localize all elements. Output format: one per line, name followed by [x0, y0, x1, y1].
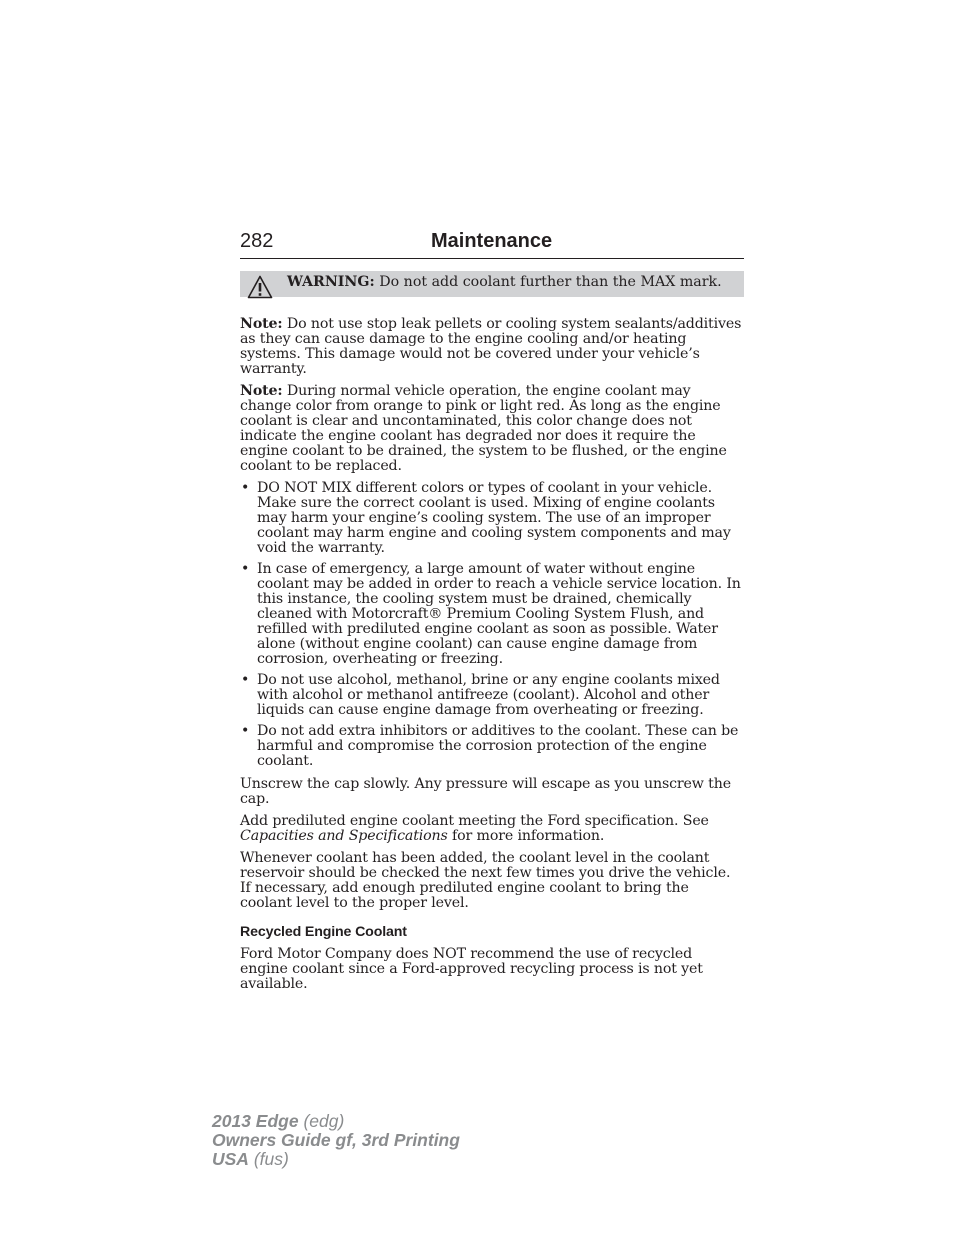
whenever-paragraph: Whenever coolant has been added, the coolant level in the coolant reservoir should be checked the next few times you drive the vehicle. If necessary, add enough prediluted engine coolant to bring the coolant level to the proper level. — [240, 850, 731, 911]
note-text: During normal vehicle operation, the engine coolant may change color from orange to pink or light red. As long as the engine coolant is clear and uncontaminated, this color change does not indicate the engine coolant has degraded nor does it require the engine coolant to be drained, the system to be flushed, or the engine coolant to be replaced. — [240, 383, 727, 474]
main-content — [240, 317, 744, 999]
footer-line-guide — [212, 1131, 460, 1150]
warning-triangle-icon — [247, 275, 273, 299]
capacities-reference-link[interactable]: Capacities and Specifications — [240, 828, 448, 844]
note-label: Note: — [240, 383, 283, 399]
bullet-list — [240, 481, 744, 769]
recycled-paragraph: Ford Motor Company does NOT recommend the use of recycled engine coolant since a Ford-approved recycling process is not yet available. — [240, 946, 703, 992]
footer-model: 2013 Edge — [212, 1111, 299, 1131]
footer-line-model — [212, 1112, 460, 1131]
page-number: 282 — [240, 230, 274, 252]
warning-box — [240, 271, 744, 297]
warning-text — [287, 274, 722, 290]
list-item: • Do not add extra inhibitors or additives to the coolant. These can be harmful and compromise the corrosion protection of the engine coolant. — [240, 724, 744, 769]
list-item: • In case of emergency, a large amount of water without engine coolant may be added in order to reach a vehicle service location. In this instance, the cooling system must be drained, chemically cleaned with Motorcraft® Premium Cooling System Flush, and refilled with prediluted engine coolant as soon as possible. Water alone (without engine coolant) can cause engine damage from corrosion, overheating or freezing. — [240, 562, 744, 667]
add-coolant-paragraph — [240, 814, 744, 844]
footer — [212, 1112, 460, 1169]
unscrew-paragraph: Unscrew the cap slowly. Any pressure will escape as you unscrew the cap. — [240, 776, 731, 807]
section-title: Maintenance — [431, 230, 553, 252]
note-paragraph — [240, 317, 744, 377]
list-item: • Do not use alcohol, methanol, brine or any engine coolants mixed with alcohol or methanol antifreeze (coolant). Alcohol and other liquids can cause engine damage from overheating or freezing. — [240, 673, 744, 718]
warning-label: WARNING: — [287, 274, 375, 290]
recycled-heading: Recycled Engine Coolant — [240, 924, 407, 940]
footer-line-market — [212, 1150, 460, 1169]
list-item: • DO NOT MIX different colors or types of coolant in your vehicle. Make sure the correct coolant is used. Mixing of engine coolants may harm your engine’s cooling system. The use of an improper coolant may harm engine and cooling system components and may void the warranty. — [240, 481, 744, 556]
note-label: Note: — [240, 316, 283, 332]
add-text-after: for more information. — [447, 828, 605, 844]
add-text-before: Add prediluted engine coolant meeting the Ford specification. See — [240, 813, 709, 829]
note-text: Do not use stop leak pellets or cooling system sealants/additives as they can cause damage to the engine cooling and/or heating systems. This damage would not be covered under your vehicle’s warranty. — [240, 316, 742, 377]
page-header — [240, 228, 744, 259]
note-paragraph — [240, 384, 744, 474]
footer-guide: Owners Guide gf, 3rd Printing — [212, 1130, 460, 1150]
footer-model-code: (edg) — [298, 1111, 345, 1131]
footer-market: USA — [212, 1149, 249, 1169]
footer-market-code: (fus) — [248, 1149, 289, 1169]
warning-message: Do not add coolant further than the MAX mark. — [374, 274, 722, 290]
